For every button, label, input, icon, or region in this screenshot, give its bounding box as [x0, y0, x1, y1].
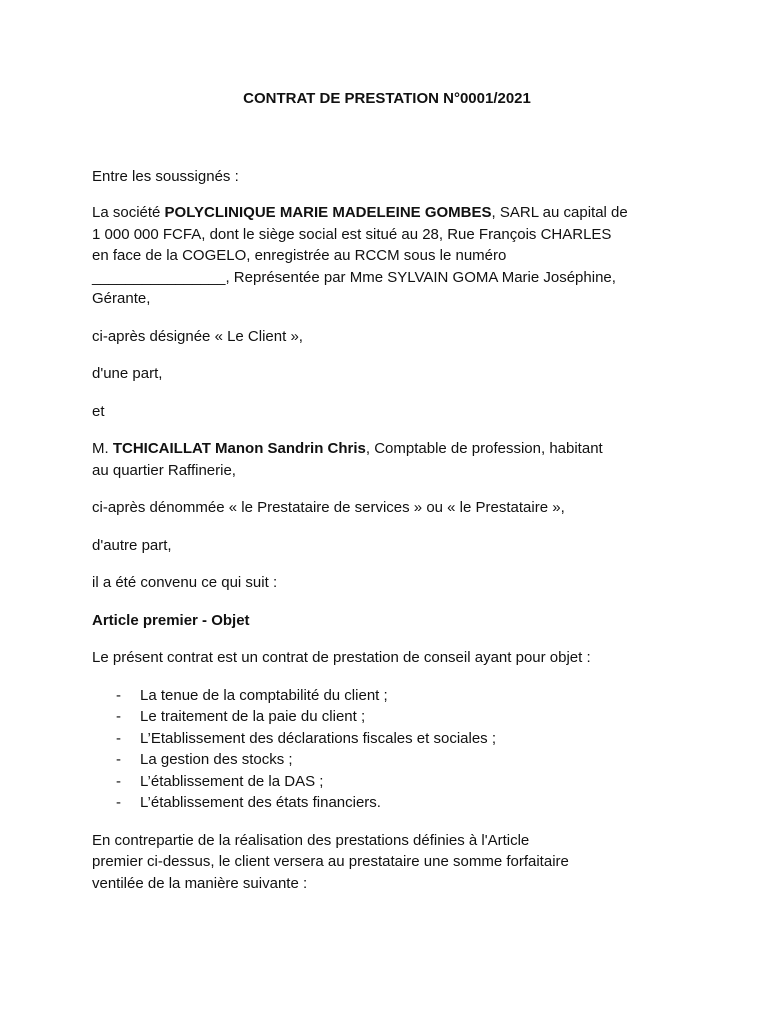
list-item	[92, 771, 682, 793]
client-line4: ________________, Représentée par Mme SYLVAIN GOMA Marie Joséphine,	[92, 268, 616, 286]
second-part-text: d'autre part,	[92, 536, 172, 554]
service-text: L’établissement de la DAS ;	[140, 772, 324, 790]
contract-title: CONTRAT DE PRESTATION N°0001/2021	[243, 90, 531, 107]
client-line1-rest: , SARL au capital de	[491, 204, 628, 221]
dash-bullet: -	[116, 794, 121, 811]
client-line3: en face de la COGELO, enregistrée au RCCM sous le numéro	[92, 247, 507, 264]
and-text: et	[92, 402, 105, 420]
consideration-line3: ventilée de la manière suivante :	[92, 874, 308, 892]
provider-prefix: M.	[92, 440, 113, 457]
provider-name: TCHICAILLAT Manon Sandrin Chris	[112, 440, 366, 457]
agreed-text: il a été convenu ce qui suit :	[92, 574, 278, 591]
list-item	[92, 685, 682, 707]
consideration-line1: En contrepartie de la réalisation des prestations définies à l'Article	[92, 831, 530, 849]
list-item	[92, 728, 682, 750]
list-item	[92, 706, 682, 728]
dash-bullet: -	[116, 751, 121, 768]
dash-bullet: -	[116, 772, 121, 790]
provider-designation: ci-après dénommée « le Prestataire de services » ou « le Prestataire »,	[92, 499, 565, 516]
service-text: Le traitement de la paie du client ;	[140, 708, 366, 725]
client-line2: 1 000 000 FCFA, dont le siège social est situé au 28, Rue François CHARLES	[92, 225, 612, 243]
list-item	[92, 749, 682, 771]
dash-bullet: -	[116, 686, 121, 704]
consideration-line2: premier ci-dessus, le client versera au prestataire une somme forfaitaire	[92, 853, 569, 870]
service-text: La gestion des stocks ;	[140, 751, 293, 768]
client-line5: Gérante,	[92, 290, 151, 307]
services-list	[92, 685, 682, 814]
client-prefix: La société	[92, 204, 165, 221]
intro-text: Entre les soussignés :	[92, 167, 239, 185]
client-company-name: POLYCLINIQUE MARIE MADELEINE GOMBES	[164, 204, 492, 221]
first-part-text: d'une part,	[92, 365, 163, 382]
provider-line2: au quartier Raffinerie,	[92, 461, 236, 479]
dash-bullet: -	[116, 729, 121, 747]
document-page	[92, 88, 682, 909]
dash-bullet: -	[116, 708, 121, 725]
client-designation: ci-après désignée « Le Client »,	[92, 327, 303, 345]
service-text: L’Etablissement des déclarations fiscales et sociales ;	[140, 729, 497, 747]
service-text: La tenue de la comptabilité du client ;	[140, 686, 388, 704]
service-text: L’établissement des états financiers.	[140, 794, 381, 811]
article1-heading: Article premier - Objet	[92, 611, 250, 629]
consideration-paragraph	[92, 830, 682, 895]
provider-line1-rest: , Comptable de profession, habitant	[365, 440, 603, 457]
provider-paragraph	[92, 438, 682, 481]
list-item	[92, 792, 682, 814]
client-paragraph	[92, 202, 682, 310]
article1-intro: Le présent contrat est un contrat de prestation de conseil ayant pour objet :	[92, 649, 591, 666]
